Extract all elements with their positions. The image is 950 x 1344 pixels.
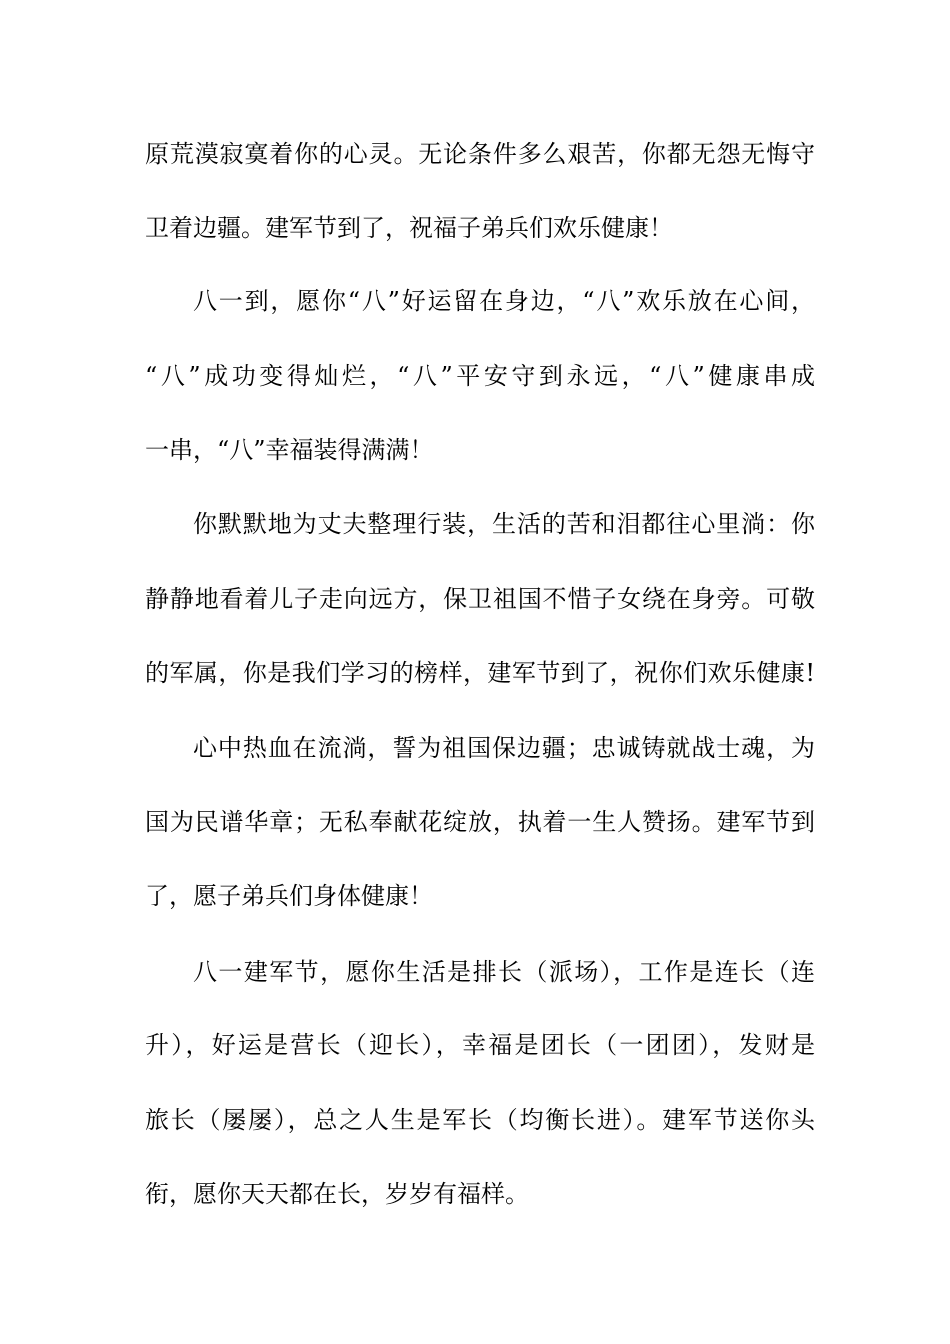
text-line: 原荒漠寂寞着你的心灵。无论条件多么艰苦，你都无怨无悔守	[145, 140, 815, 168]
text-line: 衔，愿你天天都在长，岁岁有福样。	[145, 1180, 529, 1208]
text-line: 八一到，愿你“八”好运留在身边，“八”欢乐放在心间，	[193, 287, 815, 315]
text-line: 静静地看着儿子走向远方，保卫祖国不惜子女绕在身旁。可敬	[145, 585, 815, 613]
text-line: “八”成功变得灿烂，“八”平安守到永远，“八”健康串成	[145, 362, 815, 390]
text-line: 你默默地为丈夫整理行装，生活的苦和泪都往心里淌：你	[193, 510, 815, 538]
text-line: 了，愿子弟兵们身体健康！	[145, 882, 433, 910]
text-line: 八一建军节，愿你生活是排长（派场），工作是连长（连	[193, 958, 815, 986]
text-line: 心中热血在流淌，誓为祖国保边疆；忠诚铸就战士魂，为	[193, 734, 815, 762]
text-line: 卫着边疆。建军节到了，祝福子弟兵们欢乐健康！	[145, 214, 673, 242]
text-line: 国为民谱华章；无私奉献花绽放，执着一生人赞扬。建军节到	[145, 808, 815, 836]
text-line: 的军属，你是我们学习的榜样，建军节到了，祝你们欢乐健康!	[145, 659, 815, 687]
text-line: 升），好运是营长（迎长），幸福是团长（一团团），发财是	[145, 1031, 815, 1059]
text-line: 旅长（屡屡），总之人生是军长（均衡长进）。建军节送你头	[145, 1106, 815, 1134]
text-line: 一串，“八”幸福装得满满！	[145, 436, 434, 464]
